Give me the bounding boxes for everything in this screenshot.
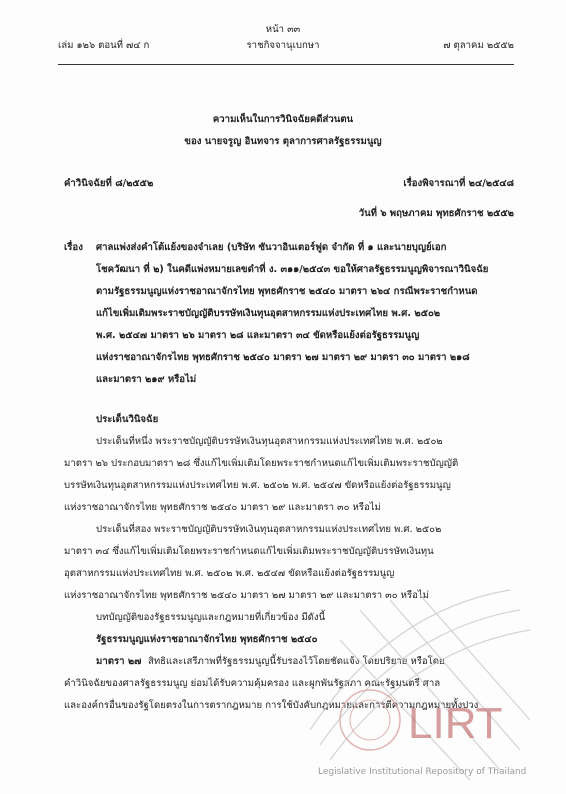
- issue-two-line: อุตสาหกรรมแห่งประเทศไทย พ.ศ. ๒๕๐๒ พ.ศ. ๒๕๔๗ ขัดหรือแย้งต่อรัฐธรรมนูญ: [64, 568, 395, 579]
- issue-one-line: มาตรา ๒๖ ประกอบมาตรา ๒๘ ซึ่งแก้ไขเพิ่มเติมโดยพระราชกำหนดแก้ไขเพิ่มเติมพระราชบัญญัติ: [64, 458, 459, 469]
- subject-line: แก้ไขเพิ่มเติมพระราชบัญญัติบรรษัทเงินทุนอุตสาหกรรมแห่งประเทศไทย พ.ศ. ๒๕๐๒: [96, 308, 441, 319]
- provisions-intro: บทบัญญัติของรัฐธรรมนูญและกฎหมายที่เกี่ยวข้อง มีดังนี้: [96, 612, 326, 623]
- section-27-label: มาตรา ๒๗: [96, 656, 142, 667]
- lirt-watermark-logo: [300, 570, 540, 790]
- document-title: ความเห็นในการวินิจฉัยคดีส่วนตน: [212, 114, 354, 125]
- issue-one-line: ประเด็นที่หนึ่ง พระราชบัญญัติบรรษัทเงินทุนอุตสาหกรรมแห่งประเทศไทย พ.ศ. ๒๕๐๒: [96, 436, 443, 447]
- page-number: หน้า ๓๓: [265, 24, 301, 35]
- issue-one-line: บรรษัทเงินทุนอุตสาหกรรมแห่งประเทศไทย พ.ศ. ๒๕๐๒ พ.ศ. ๒๕๔๗ ขัดหรือแย้งต่อรัฐธรรมนูญ: [64, 480, 451, 491]
- section-27-line: คำวินิจฉัยของศาลรัฐธรรมนูญ ย่อมได้รับความคุ้มครอง และผูกพันรัฐสภา คณะรัฐมนตรี ศาล: [64, 678, 441, 689]
- subject-line: ศาลแพ่งส่งคำโต้แย้งของจำเลย (บริษัท ซันวาอินเตอร์ฟูด จำกัด ที่ ๑ และนายบุญย์เอก: [96, 242, 447, 253]
- decision-date: วันที่ ๖ พฤษภาคม พุทธศักราช ๒๕๕๒: [358, 208, 514, 219]
- gazette-volume: เล่ม ๑๒๖ ตอนที่ ๗๔ ก: [58, 40, 150, 51]
- subject-line: ตามรัฐธรรมนูญแห่งราชอาณาจักรไทย พุทธศักราช ๒๕๔๐ มาตรา ๒๖๔ กรณีพระราชกำหนด: [96, 286, 478, 297]
- section-27-line: และองค์กรอื่นของรัฐโดยตรงในการตรากฎหมาย การใช้บังคับกฎหมายและการตีความกฎหมายทั้งปวง: [64, 700, 479, 711]
- issues-heading: ประเด็นวินิจฉัย: [96, 414, 159, 425]
- issue-two-line: แห่งราชอาณาจักรไทย พุทธศักราช ๒๕๔๐ มาตรา ๒๗ มาตรา ๒๙ และมาตรา ๓๐ หรือไม่: [64, 590, 429, 601]
- subject-line: แห่งราชอาณาจักรไทย พุทธศักราช ๒๕๔๐ มาตรา ๒๗ มาตรา ๒๙ มาตรา ๓๐ มาตรา ๒๑๘: [96, 352, 470, 363]
- ruling-number: คำวินิจฉัยที่ ๘/๒๕๕๒: [64, 178, 154, 189]
- lirt-logo-text: LIRT: [408, 699, 503, 748]
- subject-line: พ.ศ. ๒๕๔๗ มาตรา ๒๖ มาตรา ๒๘ และมาตรา ๓๔ ขัดหรือแย้งต่อรัฐธรรมนูญ: [96, 330, 420, 341]
- document-subtitle: ของ นายจรูญ อินทจาร ตุลาการศาลรัฐธรรมนูญ: [184, 136, 382, 147]
- issue-two-line: มาตรา ๓๔ ซึ่งแก้ไขเพิ่มเติมโดยพระราชกำหนดแก้ไขเพิ่มเติมพระราชบัญญัติบรรษัทเงินทุน: [64, 546, 434, 557]
- subject-line: และมาตรา ๒๑๙ หรือไม่: [96, 374, 197, 385]
- seal-icon: [340, 690, 400, 750]
- constitution-heading: รัฐธรรมนูญแห่งราชอาณาจักรไทย พุทธศักราช ๒๕๔๐: [96, 634, 318, 645]
- issue-one-line: แห่งราชอาณาจักรไทย พุทธศักราช ๒๕๔๐ มาตรา ๒๙ และมาตรา ๓๐ หรือไม่: [64, 502, 381, 513]
- case-number: เรื่องพิจารณาที่ ๒๔/๒๕๔๘: [403, 178, 514, 189]
- gazette-date: ๗ ตุลาคม ๒๕๕๒: [443, 40, 514, 51]
- subject-line: โชควัฒนา ที่ ๒) ในคดีแพ่งหมายเลขดำที่ ง. ๓๑๑/๒๕๔๓ ขอให้ศาลรัฐธรรมนูญพิจารณาวินิจฉัย: [96, 264, 489, 275]
- issue-two-line: ประเด็นที่สอง พระราชบัญญัติบรรษัทเงินทุนอุตสาหกรรมแห่งประเทศไทย พ.ศ. ๒๕๐๒: [96, 524, 442, 535]
- subject-label: เรื่อง: [64, 242, 83, 253]
- gazette-name: ราชกิจจานุเบกษา: [246, 40, 320, 51]
- header-rule: [58, 64, 514, 65]
- watermark-footer: Legislative Institutional Repository of Thailand: [318, 767, 527, 777]
- section-27-line: สิทธิและเสรีภาพที่รัฐธรรมนูญนี้รับรองไว้โดยชัดแจ้ง โดยปริยาย หรือโดย: [148, 656, 445, 667]
